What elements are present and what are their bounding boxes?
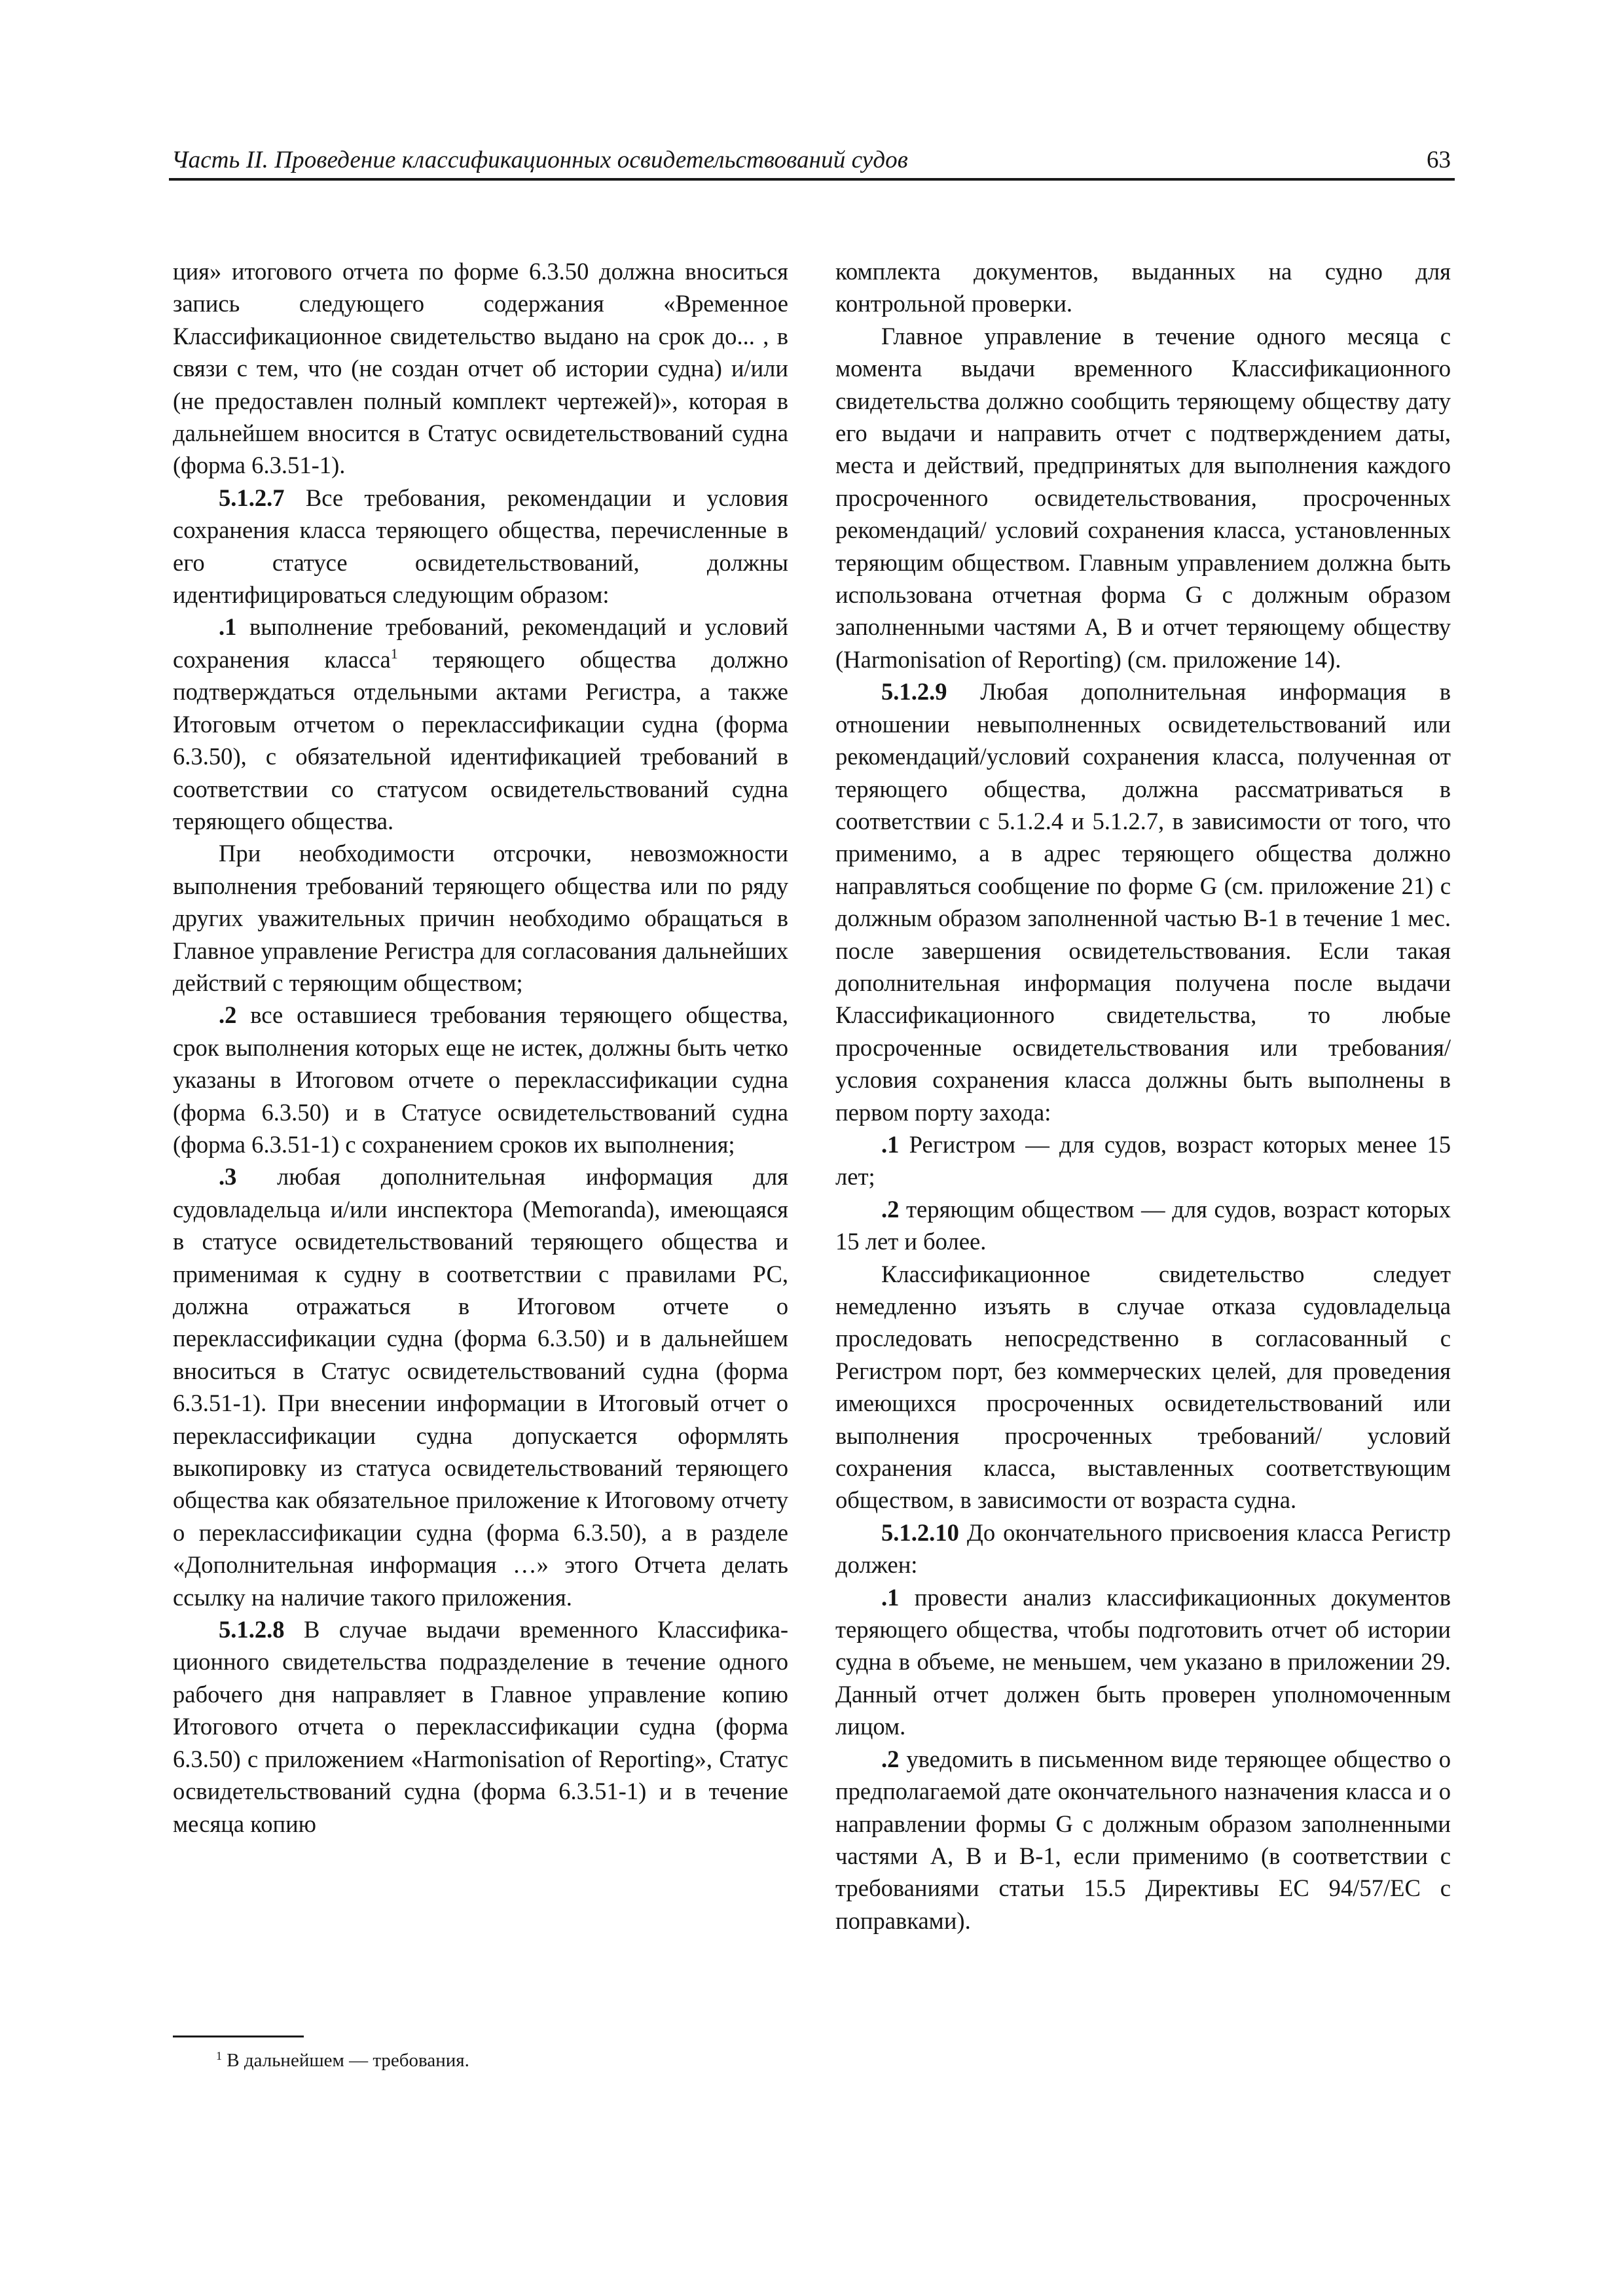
footnote-text: В дальнейшем — требования. bbox=[222, 2050, 469, 2071]
list-item-3: .3 любая дополнительная информация для судовладельца и/или инспектора (Memoranda), имеющаяся в статусе освидетельствований теряющего общества и применимая к судну в соответствии с правилами РС, должна отражаться в Итоговом отчете о переклассификации судна (форма 6.3.50) и в дальнейшем вноситься в Статус освидетельствований судна (форма 6.3.51-1). При внесении информации в Итоговый отчет о переклассификации судна допускается оформлять выкопировку из статуса освидетельствований теряющего общества как обязательное приложение к Итоговому отчету о переклассификации судна (форма 6.3.50), а в разделе «Дополнительная информация …» этого Отчета делать ссылку на наличие такого приложения. bbox=[173, 1163, 788, 1611]
item-number: .2 bbox=[219, 1001, 237, 1029]
item-number: .1 bbox=[881, 1130, 900, 1158]
list-item-2: .2 все оставшиеся требования теряющего общества, срок выполнения которых еще не истек, должны быть четко указаны в Итоговом отчете о переклассификации судна (форма 6.3.50) и в Статусе освидетельствований судна (форма 6.3.51-1) с сохранением сроков их выполнения; bbox=[173, 1001, 788, 1158]
paragraph: Классификационное свидетельство следует немедленно изъять в случае отказа судовладельца проследовать непосредственно в согласованный с Регистром порт, без коммерческих целей, для проведения имеющихся просроченных освидетельствований или выполнения просроченных требований/ условий сохранения класса, выставленных соответствующим обществом, в зависимости от возраста судна. bbox=[835, 1260, 1451, 1514]
list-item-1: .1 провести анализ классификационных документов теряющего общества, чтобы подготовить отчет об истории судна в объеме, не меньшем, чем указано в приложении 29. Данный отчет должен быть проверен уполномоченным лицом. bbox=[835, 1583, 1451, 1740]
paragraph: Главное управление в течение одного месяца с момента выдачи временного Классификационного свидетельства должно сообщить теряющему обществу дату его выдачи и направить отчет с подтверждением даты, места и действий, предпринятых для выполнения каждого просроченного освидетельствования, просроченных рекомендаций/ условий сохранения класса, установленных теряющим обществом. Главным управлением должна быть использована отчетная форма G с должным образом заполненными частями А, В и отчет теряющему обществу (Harmonisation of Reporting) (см. приложение 14). bbox=[835, 322, 1451, 673]
footnote-rule bbox=[173, 2036, 304, 2037]
paragraph-5-1-2-10: 5.1.2.10 До окончательного присвоения класса Регистр должен: bbox=[835, 1518, 1451, 1579]
list-item-1: .1 выполнение требований, рекомендаций и условий сохранения класса$^1$ теряющего общества должно подтверждаться отдельными актами Регистра, а также Итоговым отчетом о переклассификации судна (форма 6.3.50), с обязательной идентификацией требований в соответствии со статусом освидетельствований судна теряющего общества. bbox=[173, 613, 788, 834]
footnote-marker: 1 bbox=[216, 2049, 222, 2062]
item-number: .3 bbox=[219, 1163, 237, 1191]
paragraph-5-1-2-8: 5.1.2.8 В случае выдачи временного Классификационного свидетельства подразделение в течение одного рабочего дня направляет в Главное управление копию Итогового отчета о переклассификации судна (форма 6.3.50) с приложением «Harmonisation of Reporting», Статус освидетельствований судна (форма 6.3.51-1) и в течение месяца копию bbox=[173, 1616, 788, 1837]
right-column bbox=[835, 255, 1451, 1937]
list-item-1: .1 Регистром — для судов, возраст которых менее 15 лет; bbox=[835, 1130, 1451, 1191]
item-number: .1 bbox=[219, 613, 237, 641]
item-number: .1 bbox=[881, 1583, 900, 1611]
paragraph-5-1-2-9: 5.1.2.9 Любая дополнительная информация в отношении невыполненных освидетельствований или рекомендаций/условий сохранения класса, полученная от теряющего общества, должна рассматриваться в соответствии с 5.1.2.4 и 5.1.2.7, в зависимости от того, что применимо, а в адрес теряющего общества должно направляться сообщение по форме G (см. приложение 21) с должным образом заполненной частью В-1 в течение 1 мес. после завершения освидетельствования. Если такая дополнительная информация получена после выдачи Классификационного свидетельства, то любые просроченные освидетельствования или требования/условия сохранения класса должны быть выполнены в первом порту захода: bbox=[835, 678, 1451, 1126]
section-number: 5.1.2.8 bbox=[219, 1616, 285, 1643]
paragraph: комплекта документов, выданных на судно для контрольной проверки. bbox=[835, 258, 1451, 317]
section-number: 5.1.2.10 bbox=[881, 1518, 959, 1546]
running-header bbox=[169, 144, 1455, 181]
item-number: .2 bbox=[881, 1195, 900, 1223]
list-item-2: .2 теряющим обществом — для судов, возраст которых 15 лет и более. bbox=[835, 1195, 1451, 1255]
footnote bbox=[216, 2049, 469, 2072]
paragraph-5-1-2-7: 5.1.2.7 Все требования, рекомендации и условия сохранения класса теряющего общества, перечисленные в его статусе освидетельствований, должны идентифицироваться следующим образом: bbox=[173, 484, 788, 609]
page-number: 63 bbox=[1427, 147, 1451, 173]
footnote-ref: 1 bbox=[390, 645, 398, 662]
section-number: 5.1.2.9 bbox=[881, 678, 947, 706]
paragraph: ция» итогового отчета по форме 6.3.50 должна вноситься запись следующего содержания «Временное Классификационное свидетельство выдано на срок до... , в связи с тем, что (не создан отчет об истории судна) и/или (не предоставлен полный комплект чертежей)», которая в дальнейшем вносится в Статус освидетельствований судна (форма 6.3.51-1). bbox=[173, 258, 788, 479]
item-number: .2 bbox=[881, 1745, 900, 1772]
header-title: Часть II. Проведение классификационных освидетельствований судов bbox=[172, 147, 908, 173]
section-number: 5.1.2.7 bbox=[219, 484, 285, 511]
left-column bbox=[173, 255, 788, 1840]
list-item-2: .2 уведомить в письменном виде теряющее общество о предполагаемой дате окончательного назначения класса и о направлении формы G с должным образом заполненными частями А, В и В-1, если применимо (в соответствии с требованиями статьи 15.5 Директивы ЕС 94/57/ЕС с поправками). bbox=[835, 1745, 1451, 1934]
paragraph: При необходимости отсрочки, невозможности выполнения требований теряющего общества или по ряду других уважительных причин необходимо обращаться в Главное управление Регистра для согласования дальнейших действий с теряющим обществом; bbox=[173, 840, 788, 996]
